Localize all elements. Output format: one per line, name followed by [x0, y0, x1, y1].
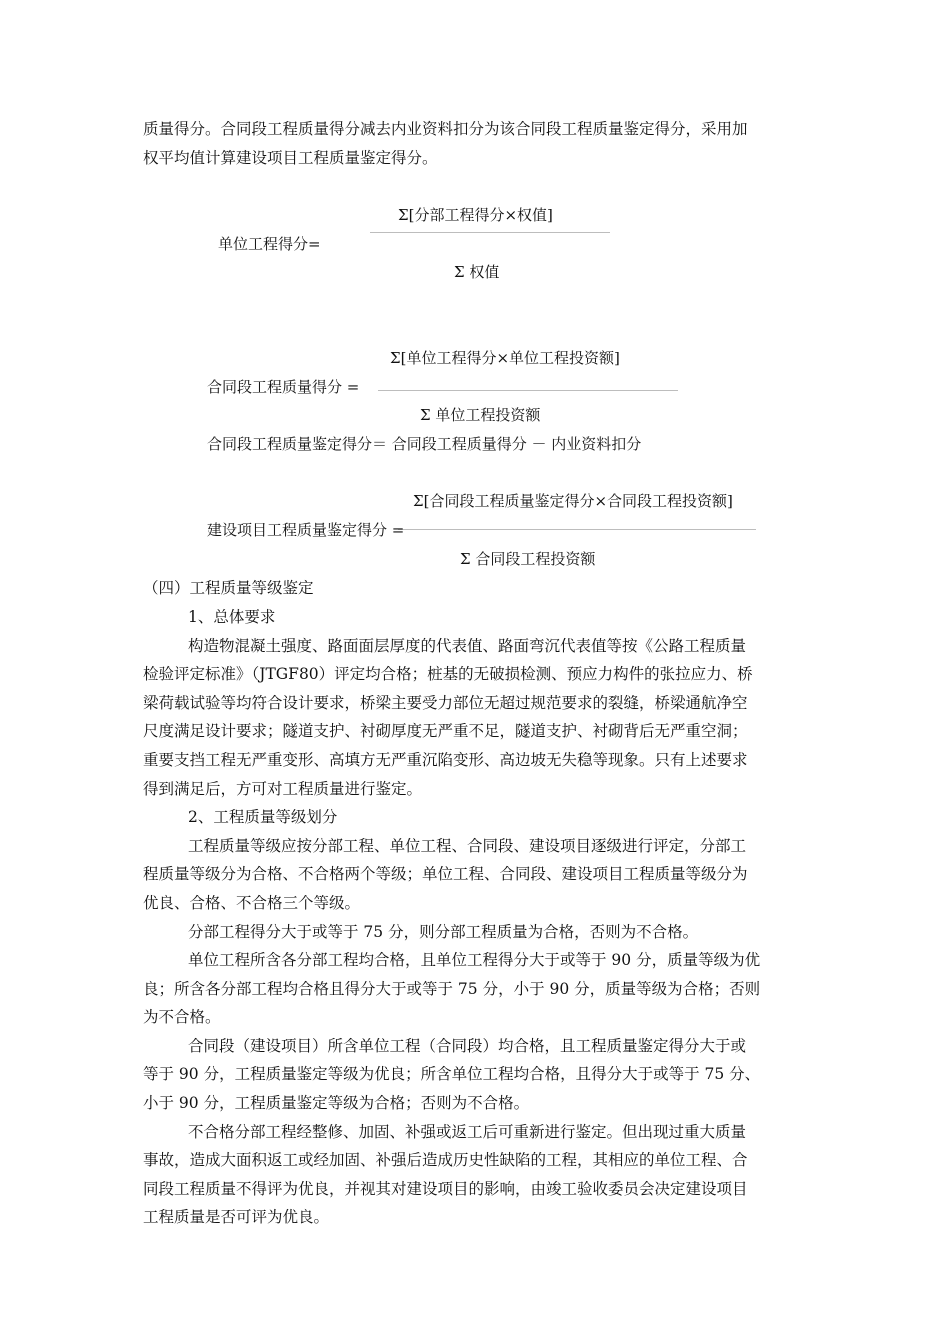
paragraph-line: 梁荷载试验等均符合设计要求，桥梁主要受力部位无超过规范要求的裂缝，桥梁通航净空	[143, 694, 748, 712]
paragraph-line: 为不合格。	[143, 1008, 221, 1026]
section-heading: （四）工程质量等级鉴定	[143, 579, 314, 597]
project-formula-label: 建设项目工程质量鉴定得分 =	[207, 521, 405, 539]
subsection-heading: 2、工程质量等级划分	[188, 808, 338, 826]
paragraph-line: 分部工程得分大于或等于 75 分，则分部工程质量为合格，否则为不合格。	[188, 923, 699, 941]
paragraph-line: 工程质量是否可评为优良。	[143, 1208, 330, 1226]
unit-formula-denominator: Σ 权值	[454, 263, 500, 281]
unit-formula-label: 单位工程得分=	[218, 235, 321, 253]
paragraph-line: 重要支挡工程无严重变形、高填方无严重沉陷变形、高边坡无失稳等现象。只有上述要求	[143, 751, 748, 769]
section-formula-numerator: Σ[单位工程得分×单位工程投资额]	[390, 349, 620, 367]
paragraph-line: 小于 90 分，工程质量鉴定等级为合格；否则为不合格。	[143, 1094, 530, 1112]
paragraph-line: 得到满足后，方可对工程质量进行鉴定。	[143, 780, 423, 798]
section-formula-label: 合同段工程质量得分 =	[207, 378, 360, 396]
subsection-heading: 1、总体要求	[188, 608, 276, 626]
paragraph-line: 尺度满足设计要求；隧道支护、衬砌厚度无严重不足，隧道支护、衬砌背后无严重空洞；	[143, 722, 748, 740]
paragraph-line: 工程质量等级应按分部工程、单位工程、合同段、建设项目逐级进行评定，分部工	[188, 837, 747, 855]
intro-line: 权平均值计算建设项目工程质量鉴定得分。	[143, 149, 438, 167]
section-formula-fraction-bar	[378, 390, 678, 391]
section-assess-formula: 合同段工程质量鉴定得分＝ 合同段工程质量得分 － 内业资料扣分	[207, 435, 642, 453]
paragraph-line: 构造物混凝土强度、路面面层厚度的代表值、路面弯沉代表值等按《公路工程质量	[188, 637, 747, 655]
paragraph-line: 同段工程质量不得评为优良，并视其对建设项目的影响，由竣工验收委员会决定建设项目	[143, 1180, 748, 1198]
paragraph-line: 单位工程所含各分部工程均合格，且单位工程得分大于或等于 90 分，质量等级为优	[188, 951, 761, 969]
paragraph-line: 等于 90 分，工程质量鉴定等级为优良；所含单位工程均合格，且得分大于或等于 75 分、	[143, 1065, 761, 1083]
project-formula-denominator: Σ 合同段工程投资额	[460, 550, 596, 568]
paragraph-line: 良；所含各分部工程均合格且得分大于或等于 75 分，小于 90 分，质量等级为合格；否则	[143, 980, 761, 998]
project-formula-numerator: Σ[合同段工程质量鉴定得分×合同段工程投资额]	[413, 492, 733, 510]
paragraph-line: 检验评定标准》（JTGF80）评定均合格；桩基的无破损检测、预应力构件的张拉应力、桥	[143, 665, 753, 683]
project-formula-fraction-bar	[398, 529, 756, 530]
paragraph-line: 不合格分部工程经整修、加固、补强或返工后可重新进行鉴定。但出现过重大质量	[188, 1123, 747, 1141]
intro-line: 质量得分。合同段工程质量得分减去内业资料扣分为该合同段工程质量鉴定得分，采用加	[143, 120, 748, 138]
unit-formula-numerator: Σ[分部工程得分×权值]	[398, 206, 553, 224]
paragraph-line: 事故，造成大面积返工或经加固、补强后造成历史性缺陷的工程，其相应的单位工程、合	[143, 1151, 748, 1169]
section-formula-denominator: Σ 单位工程投资额	[420, 406, 541, 424]
unit-formula-fraction-bar	[370, 232, 610, 233]
paragraph-line: 合同段（建设项目）所含单位工程（合同段）均合格，且工程质量鉴定得分大于或	[188, 1037, 747, 1055]
paragraph-line: 程质量等级分为合格、不合格两个等级；单位工程、合同段、建设项目工程质量等级分为	[143, 865, 748, 883]
paragraph-line: 优良、合格、不合格三个等级。	[143, 894, 361, 912]
